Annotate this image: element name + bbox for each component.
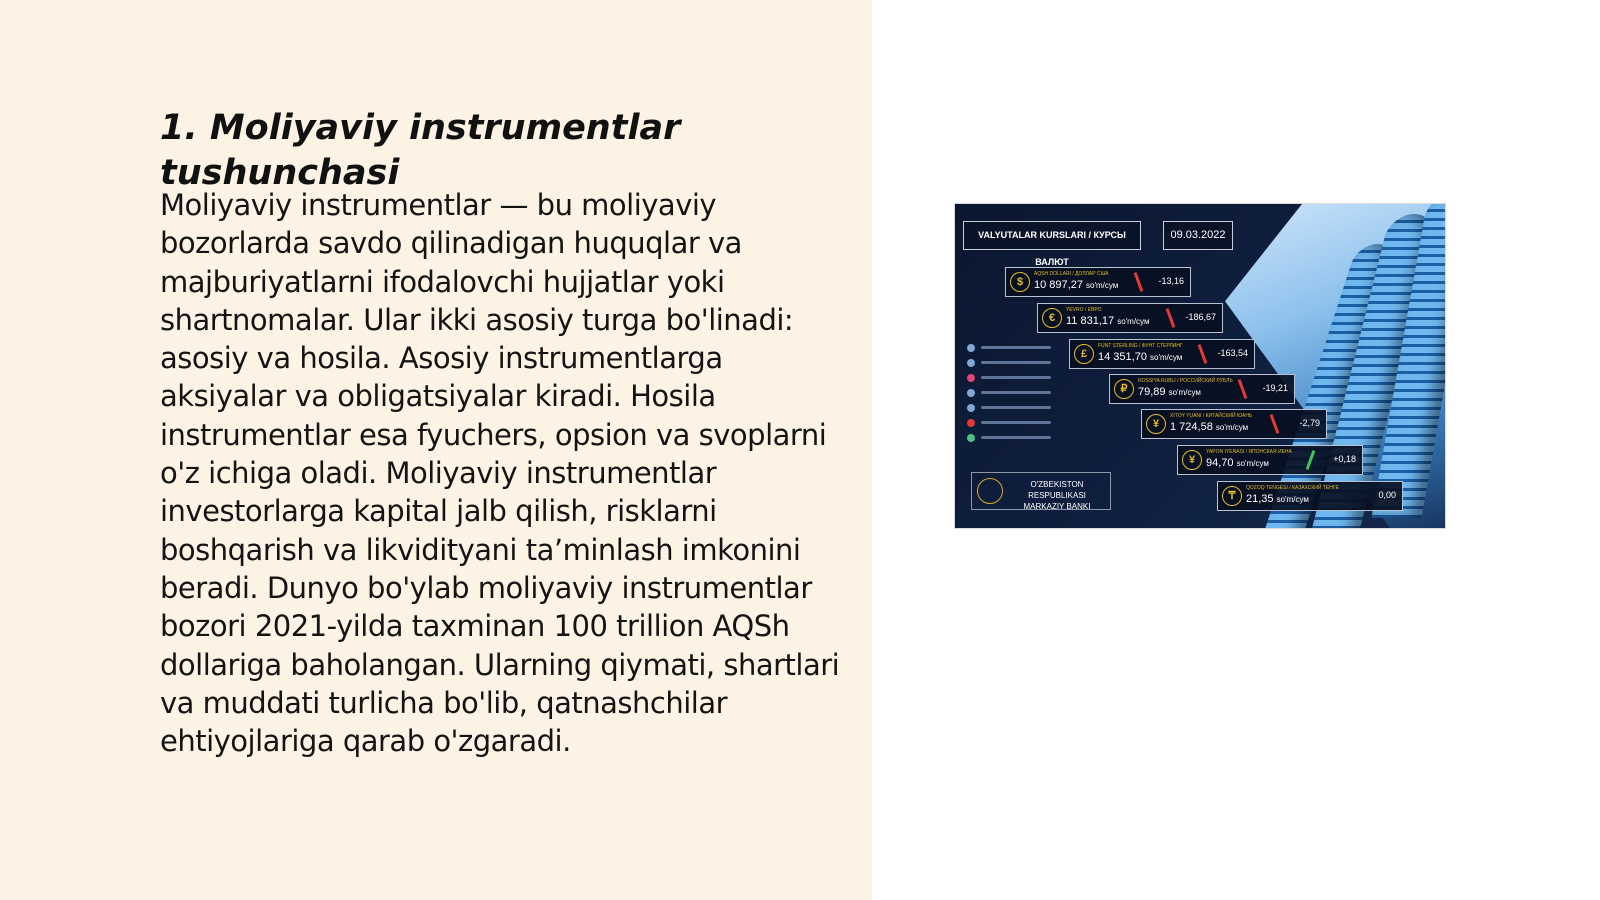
rate-change: -163,54 xyxy=(1217,348,1248,358)
facebook-icon xyxy=(967,389,975,397)
rate-value: 94,70 xyxy=(1206,457,1234,469)
rate-row-jpy xyxy=(1177,445,1363,475)
tenge-icon: ₸ xyxy=(1222,486,1242,506)
central-bank-badge xyxy=(971,472,1111,510)
rate-unit: so'm/сум xyxy=(1086,281,1119,290)
rate-row-gbp xyxy=(1069,339,1255,369)
rate-row-cny xyxy=(1141,409,1327,439)
slide-title: 1. Moliyaviy instrumentlar tushunchasi xyxy=(160,108,681,193)
rate-unit: so'm/сум xyxy=(1276,495,1309,504)
rate-unit: so'm/сум xyxy=(1168,388,1201,397)
rate-unit: so'm/сум xyxy=(1150,353,1183,362)
rate-change: -2,79 xyxy=(1299,418,1320,428)
web-icon xyxy=(967,344,975,352)
yen-icon: ¥ xyxy=(1182,450,1202,470)
social-item xyxy=(967,355,1051,370)
euro-icon: € xyxy=(1042,308,1062,328)
social-item xyxy=(967,340,1051,355)
rate-value: 79,89 xyxy=(1138,386,1166,398)
rate-name: FUNT STERLING / ФУНТ СТЕРЛИНГ xyxy=(1098,343,1183,349)
bank-name-line1: O'ZBEKISTON RESPUBLIKASI xyxy=(1028,480,1086,500)
slide-body-text: Moliyaviy instrumentlar — bu moliyaviy bozorlarda savdo qilinadigan huquqlar va majburiyatlarni ifodalovchi hujjatlar yoki shartnomalar. Ular ikki asosiy turga bo'linadi: asosiy va hosila. Asosiy instrumentlarga aksiyalar va obligatsiyalar kiradi. Hosila instrumentlar esa fyuchers, opsion va svoplarni o'z ichiga oladi. Moliyaviy instrumentlar investorlarga kapital jalb qilish, risklarni boshqarish va likvidityani ta’minlash imkonini beradi. Dunyo bo'ylab moliyaviy instrumentlar bozori 2021-yilda taxminan 100 trillion AQSh dollariga baholangan. Ularning qiymati, shartlari va muddati turlicha bo'lib, qatnashchilar ehtiyojlariga qarab o'zgaradi. xyxy=(160,188,840,759)
rate-name: YAPON IYENASI / ЯПОНСКАЯ ИЕНА xyxy=(1206,449,1292,455)
rate-row-usd xyxy=(1005,267,1191,297)
instagram-icon xyxy=(967,374,975,382)
social-item xyxy=(967,370,1051,385)
social-links xyxy=(967,340,1051,445)
trend-up-icon xyxy=(1306,450,1316,470)
rate-value: 1 724,58 xyxy=(1170,421,1213,433)
central-bank-logo-icon xyxy=(977,478,1003,504)
rates-header-title: VALYUTALAR KURSLARI / КУРСЫ ВАЛЮТ xyxy=(963,221,1141,250)
social-item xyxy=(967,415,1051,430)
rate-change: +0,18 xyxy=(1333,454,1356,464)
social-item xyxy=(967,430,1051,445)
rate-name: XITOY YUANI / КИТАЙСКИЙ ЮАНЬ xyxy=(1170,413,1253,419)
trend-down-icon xyxy=(1198,344,1208,364)
pound-icon: £ xyxy=(1074,344,1094,364)
rate-value: 10 897,27 xyxy=(1034,279,1083,291)
social-item xyxy=(967,400,1051,415)
rate-name: YEVRO / ЕВРО xyxy=(1066,307,1102,313)
youtube-icon xyxy=(967,419,975,427)
twitter-icon xyxy=(967,404,975,412)
rate-name: ROSSIYA RUBLI / РОССИЙСКИЙ РУБЛЬ xyxy=(1138,378,1233,384)
telegram-icon xyxy=(967,359,975,367)
rate-change: -186,67 xyxy=(1185,312,1216,322)
rate-unit: so'm/сум xyxy=(1215,423,1249,432)
rate-row-kzt xyxy=(1217,481,1403,511)
rates-date: 09.03.2022 xyxy=(1163,221,1233,250)
rate-change: -19,21 xyxy=(1262,383,1288,393)
rate-value: 14 351,70 xyxy=(1098,351,1147,363)
bank-name-line2: MARKAZIY BANKI xyxy=(1023,502,1091,511)
rate-row-eur xyxy=(1037,303,1223,333)
trend-down-icon xyxy=(1238,379,1248,399)
yuan-icon: ¥ xyxy=(1146,414,1166,434)
rate-value: 11 831,17 xyxy=(1066,315,1115,327)
linkedin-icon xyxy=(967,434,975,442)
ruble-icon: ₽ xyxy=(1114,379,1134,399)
rate-name: QOZOQ TENGESI / КАЗАХСКИЙ ТЕНГЕ xyxy=(1246,485,1339,491)
rate-row-rub xyxy=(1109,374,1295,404)
rate-change: -13,16 xyxy=(1158,276,1184,286)
rate-name: AQSH DOLLARI / ДОЛЛАР США xyxy=(1034,271,1109,277)
rate-unit: so'm/сум xyxy=(1117,317,1150,326)
trend-down-icon xyxy=(1166,308,1176,328)
rate-change: 0,00 xyxy=(1378,490,1396,500)
dollar-icon: $ xyxy=(1010,272,1030,292)
rate-value: 21,35 xyxy=(1246,493,1274,505)
trend-down-icon xyxy=(1134,272,1144,292)
currency-rates-image xyxy=(955,204,1445,528)
rate-unit: so'm/сум xyxy=(1236,459,1269,468)
trend-down-icon xyxy=(1270,414,1280,434)
social-item xyxy=(967,385,1051,400)
